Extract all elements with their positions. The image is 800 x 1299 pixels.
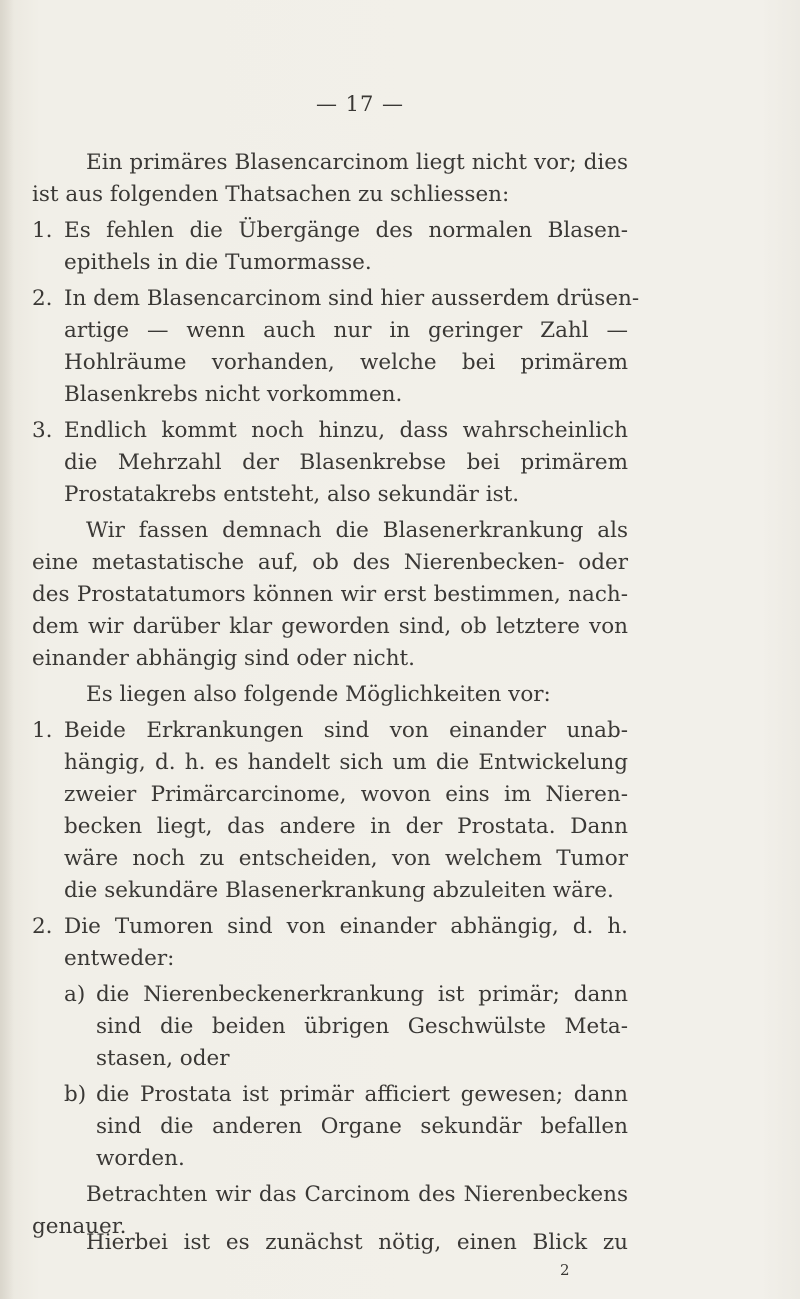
text-line: hängig, d. h. es handelt sich um die Entwickelung [64,750,628,775]
text-line: Ein primäres Blasencarcinom liegt nicht vor; dies [86,150,628,175]
list-number: 3. [32,418,53,443]
list-letter: b) [64,1082,87,1107]
list-number: 2. [32,914,53,939]
text-line: Hierbei ist es zunächst nötig, einen Blick zu [86,1230,628,1255]
text-line: wäre noch zu entscheiden, von welchem Tumor [64,846,628,871]
list-number: 1. [32,218,53,243]
text-line: sind die anderen Organe sekundär befallen [96,1114,628,1139]
text-line: zweier Primärcarcinome, wovon eins im Nieren- [64,782,628,807]
list-number: 1. [32,718,53,743]
text-line: die Nierenbeckenerkrankung ist primär; dann [96,982,628,1007]
text-line: Es fehlen die Übergänge des normalen Blasen- [64,218,628,243]
list-number: 2. [32,286,53,311]
text-line: Beide Erkrankungen sind von einander unab- [64,718,628,743]
page-number-header: — 17 — [315,92,405,116]
text-line: Wir fassen demnach die Blasenerkrankung als [86,518,628,543]
text-line: worden. [96,1146,185,1171]
text-line: becken liegt, das andere in der Prostata. Dann [64,814,628,839]
text-line: Endlich kommt noch hinzu, dass wahrscheinlich [64,418,628,443]
text-line: dem wir darüber klar geworden sind, ob letztere von [32,614,628,639]
text-line: ist aus folgenden Thatsachen zu schliessen: [32,182,510,207]
text-line: genauer. [32,1214,127,1239]
text-line: Betrachten wir das Carcinom des Nierenbeckens [86,1182,628,1207]
text-line: Es liegen also folgende Möglichkeiten vor: [86,682,551,707]
text-line: die Prostata ist primär afficiert gewesen; dann [96,1082,628,1107]
text-line: Die Tumoren sind von einander abhängig, d. h. [64,914,628,939]
signature-mark: 2 [560,1261,570,1279]
text-line: Blasenkrebs nicht vorkommen. [64,382,403,407]
text-line: sind die beiden übrigen Geschwülste Meta- [96,1014,628,1039]
text-line: Hohlräume vorhanden, welche bei primärem [64,350,628,375]
text-line: die sekundäre Blasenerkrankung abzuleiten wäre. [64,878,614,903]
text-line: die Mehrzahl der Blasenkrebse bei primärem [64,450,628,475]
text-line: In dem Blasencarcinom sind hier ausserdem drüsen- [64,286,640,311]
text-line: stasen, oder [96,1046,230,1071]
page-gutter-shadow [0,0,14,1299]
text-line: Prostatakrebs entsteht, also sekundär ist. [64,482,520,507]
text-line: entweder: [64,946,175,971]
text-line: eine metastatische auf, ob des Nierenbecken- oder [32,550,628,575]
text-line: des Prostatatumors können wir erst bestimmen, nach- [32,582,628,607]
text-line: einander abhängig sind oder nicht. [32,646,416,671]
text-line: epithels in die Tumormasse. [64,250,372,275]
list-letter: a) [64,982,86,1007]
text-line: artige — wenn auch nur in geringer Zahl — [64,318,628,343]
